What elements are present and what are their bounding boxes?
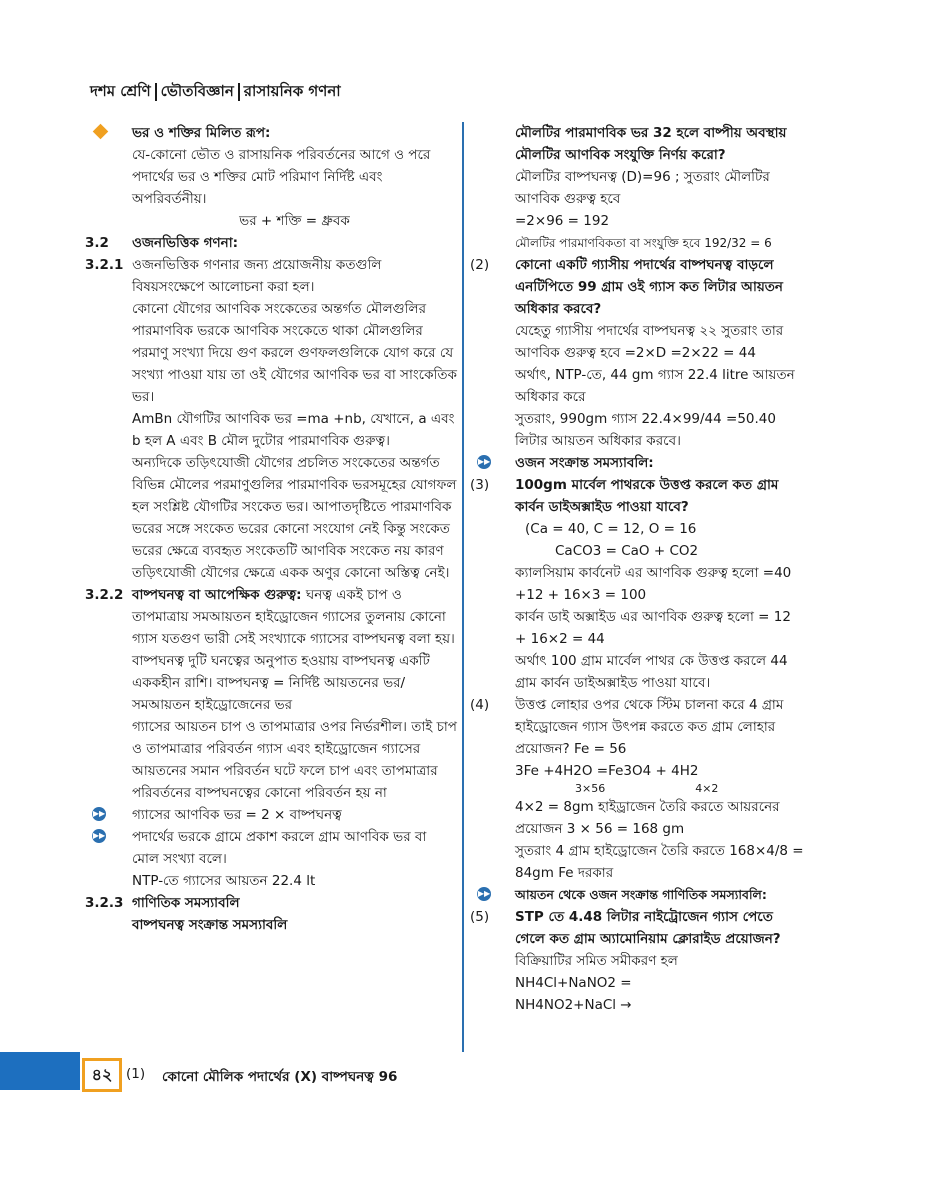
answer-3-line: ক্যালসিয়াম কার্বনেট এর আণবিক গুরুত্ব হলো =40 +12 + 16×3 = 100 [515, 565, 792, 603]
heading-text: আয়তন থেকে ওজন সংক্রান্ত গাণিতিক সমস্যাবলি: [515, 887, 767, 902]
section-text: ঘনত্ব একই চাপ ও তাপমাত্রায় সমআয়তন হাইড্রোজেন গ্যাসের তুলনায় কোনো গ্যাস যতগুণ ভারী সেই সংখ্যাকে গ্যাসের বাষ্পঘনত্ব বলা হয়। বাষ্পঘনত্ব দুটি ঘনত্বের অনুপাত হওয়ায় বাষ্পঘনত্ব একটি এককহীন রাশি। বাষ্পঘনত্ব = নির্দিষ্ট আয়তনের ভর/সমআয়তন হাইড্রোজেনের ভর [132, 587, 455, 713]
header-subject: ভৌতবিজ্ঞান [160, 82, 234, 100]
answer-1-line: =2×96 = 192 [515, 213, 610, 229]
footer-bar [0, 1052, 80, 1090]
bullet-icon: ▶▶ [477, 455, 491, 469]
header-separator [238, 83, 240, 101]
bullet-item [92, 804, 457, 826]
answer-3-line: অর্থাৎ 100 গ্রাম মার্বেল পাথর কে উত্তপ্ত করলে 44 গ্রাম কার্বন ডাইঅক্সাইড পাওয়া যাবে। [515, 653, 788, 691]
bullet-icon: ▶▶ [92, 807, 106, 821]
mass-energy-text: যে-কোনো ভৌত ও রাসায়নিক পরিবর্তনের আগে ও পরে পদার্থের ভর ও শক্তির মোট পরিমাণ নির্দিষ্ট এবং অপরিবর্তনীয়। [132, 147, 431, 207]
question-4 [470, 694, 805, 760]
section-title: ওজনভিত্তিক গণনা: [132, 235, 239, 251]
paragraph-ionic: অন্যদিকে তড়িৎযোজী যৌগের প্রচলিত সংকেতের অন্তর্গত বিভিন্ন মৌলের পরমাণুগুলির পারমাণবিক ভরসমূহের যোগফল হল সংশ্লিষ্ট যৌগটির সংকেত ভর। আপাতদৃষ্টিতে পারমাণবিক ভরের সঙ্গে সংকেত ভরের কোনো সংযোগ নেই কিন্তু সংকেত ভরের ক্ষেত্রে ব্যবহৃত সংকেতটি আণবিক সংকেত নয় কারণ তড়িৎযোজী যৌগের ক্ষেত্রে একক অণুর কোনো অস্তিত্ব নেই। [132, 455, 457, 581]
question-number: (1) [126, 1066, 146, 1082]
answer-2-line: যেহেতু গ্যাসীয় পদার্থের বাষ্পঘনত্ব ২২ সুতরাং তার আণবিক গুরুত্ব হবে =2×D =2×22 = 44 [515, 323, 784, 361]
question-2 [470, 254, 805, 320]
header-chapter: রাসায়নিক গণনা [243, 82, 341, 100]
equation-under-label: 3×56 [575, 782, 606, 795]
bullet-icon: ▶▶ [92, 829, 106, 843]
question-text: 100gm মার্বেল পাথরকে উত্তপ্ত করলে কত গ্রাম কার্বন ডাইঅক্সাইড পাওয়া যাবে? [515, 477, 779, 515]
section-3-2-3 [85, 892, 457, 914]
question-number: (4) [470, 697, 490, 713]
paragraph-gas-volume: গ্যাসের আয়তন চাপ ও তাপমাত্রার ওপর নির্ভরশীল। তাই চাপ ও তাপমাত্রার পরিবর্তন গ্যাস এবং হাইড্রোজেন গ্যাসের আয়তনের সমান পরিবর্তন ঘটে ফলে চাপ এবং তাপমাত্রার পরিবর্তনের বাষ্পঘনত্বের কোনো পরিবর্তন হয় না [132, 719, 457, 801]
ntp-line: NTP-তে গ্যাসের আয়তন 22.4 lt [132, 873, 316, 889]
bullet-item [92, 826, 457, 870]
answer-5-line: NH4Cl+NaNO2 = [515, 975, 632, 991]
section-3-2-1 [85, 254, 457, 298]
question-5 [470, 906, 805, 950]
section-number: 3.2.1 [85, 257, 124, 273]
answer-2-line: অর্থাৎ, NTP-তে, 44 gm গ্যাস 22.4 litre আয়তন অধিকার করে [515, 367, 795, 405]
mass-energy-block [132, 122, 457, 232]
diamond-bullet-icon [93, 124, 109, 140]
weight-problems-heading [477, 452, 805, 474]
answer-4-equation: 3Fe +4H2O =Fe3O4 + 4H2 [515, 763, 699, 779]
section-3-2 [85, 232, 457, 254]
left-column [85, 122, 457, 936]
section-number: 3.2.3 [85, 895, 124, 911]
question-text: STP তে 4.48 লিটার নাইট্রোজেন গ্যাস পেতে গেলে কত গ্রাম অ্যামোনিয়াম ক্লোরাইড প্রয়োজন? [515, 909, 781, 947]
running-header [90, 80, 341, 105]
answer-3-line: (Ca = 40, C = 12, O = 16 [525, 521, 697, 537]
volume-problems-heading [477, 884, 805, 906]
equation-under-label: 4×2 [695, 782, 719, 795]
mass-energy-title: ভর ও শক্তির মিলিত রূপ: [132, 125, 271, 141]
paragraph-ambn: AmBn যৌগটির আণবিক ভর =ma +nb, যেখানে, a এবং b হল A এবং B মৌল দুটোর পারমাণবিক গুরুত্ব। [132, 411, 455, 449]
answer-1-line: মৌলটির পারমাণবিকতা বা সংযুক্তি হবে 192/32 = 6 [515, 236, 772, 250]
question-text: কোনো মৌলিক পদার্থের (X) বাষ্পঘনত্ব 96 [162, 1069, 398, 1085]
question-1-continued: মৌলটির পারমাণবিক ভর 32 হলে বাষ্পীয় অবস্থায় মৌলটির আণবিক সংযুক্তি নির্ণয় করো? [515, 125, 787, 163]
answer-2-line: সুতরাং, 990gm গ্যাস 22.4×99/44 =50.40 লিটার আয়তন অধিকার করবে। [515, 411, 776, 449]
section-text: ওজনভিত্তিক গণনার জন্য প্রয়োজনীয় কতগুলি বিষয়সংক্ষেপে আলোচনা করা হল। [132, 257, 382, 295]
section-number: 3.2.2 [85, 587, 124, 603]
answer-1-line: মৌলটির বাষ্পঘনত্ব (D)=96 ; সুতরাং মৌলটির আণবিক গুরুত্ব হবে [515, 169, 770, 207]
section-title: গাণিতিক সমস্যাবলি [132, 895, 240, 911]
vapour-density-title: বাষ্পঘনত্ব সংক্রান্ত সমস্যাবলি [132, 917, 288, 933]
page-number: ৪২ [82, 1058, 122, 1092]
bullet-icon: ▶▶ [477, 887, 491, 901]
question-3 [470, 474, 805, 518]
answer-4-line: সুতরাং 4 গ্রাম হাইড্রোজেন তৈরি করতে 168×4/8 = 84gm Fe দরকার [515, 843, 804, 881]
answer-5-line: NH4NO2+NaCl → [515, 997, 632, 1013]
section-title: বাষ্পঘনত্ব বা আপেক্ষিক গুরুত্ব: [132, 587, 302, 603]
right-column [470, 122, 805, 1016]
answer-5-line: বিক্রিয়াটির সমিত সমীকরণ হল [515, 953, 678, 969]
question-1 [126, 1066, 457, 1089]
column-divider [462, 122, 464, 1052]
answer-3-equation: CaCO3 = CaO + CO2 [555, 543, 699, 559]
bullet-text: পদার্থের ভরকে গ্রামে প্রকাশ করলে গ্রাম আণবিক ভর বা মোল সংখ্যা বলে। [132, 829, 427, 867]
question-number: (5) [470, 909, 490, 925]
answer-3-line: কার্বন ডাই অক্সাইড এর আণবিক গুরুত্ব হলো = 12 + 16×2 = 44 [515, 609, 791, 647]
section-number: 3.2 [85, 235, 109, 251]
question-number: (3) [470, 477, 490, 493]
bullet-text: গ্যাসের আণবিক ভর = 2 × বাষ্পঘনত্ব [132, 807, 342, 823]
answer-4-line: 4×2 = 8gm হাইড্রাজেন তৈরি করতে আয়রনের প্রয়োজন 3 × 56 = 168 gm [515, 799, 780, 837]
question-text: উত্তপ্ত লোহার ওপর থেকে স্টিম চালনা করে 4 গ্রাম হাইড্রোজেন গ্যাস উৎপন্ন করতে কত গ্রাম লোহার প্রয়োজন? Fe = 56 [515, 697, 784, 757]
heading-text: ওজন সংক্রান্ত সমস্যাবলি: [515, 455, 654, 471]
question-text: কোনো একটি গ্যাসীয় পদার্থের বাষ্পঘনত্ব বাড়লে এনটিপিতে 99 গ্রাম ওই গ্যাস কত লিটার আয়তন অধিকার করবে? [515, 257, 783, 317]
mass-energy-equation: ভর + শক্তি = ধ্রুবক [239, 213, 350, 229]
question-number: (2) [470, 257, 490, 273]
header-separator [155, 83, 157, 101]
section-3-2-2 [85, 584, 457, 716]
header-class: দশম শ্রেণি [90, 82, 151, 100]
paragraph-molecular-mass: কোনো যৌগের আণবিক সংকেতের অন্তর্গত মৌলগুলির পারমাণবিক ভরকে আণবিক সংকেতে থাকা মৌলগুলির পরমাণু সংখ্যা দিয়ে গুণ করলে গুণফলগুলিকে যোগ করে যে সংখ্যা পাওয়া যায় তা ওই যৌগের আণবিক ভর বা সাংকেতিক ভর। [132, 301, 457, 405]
